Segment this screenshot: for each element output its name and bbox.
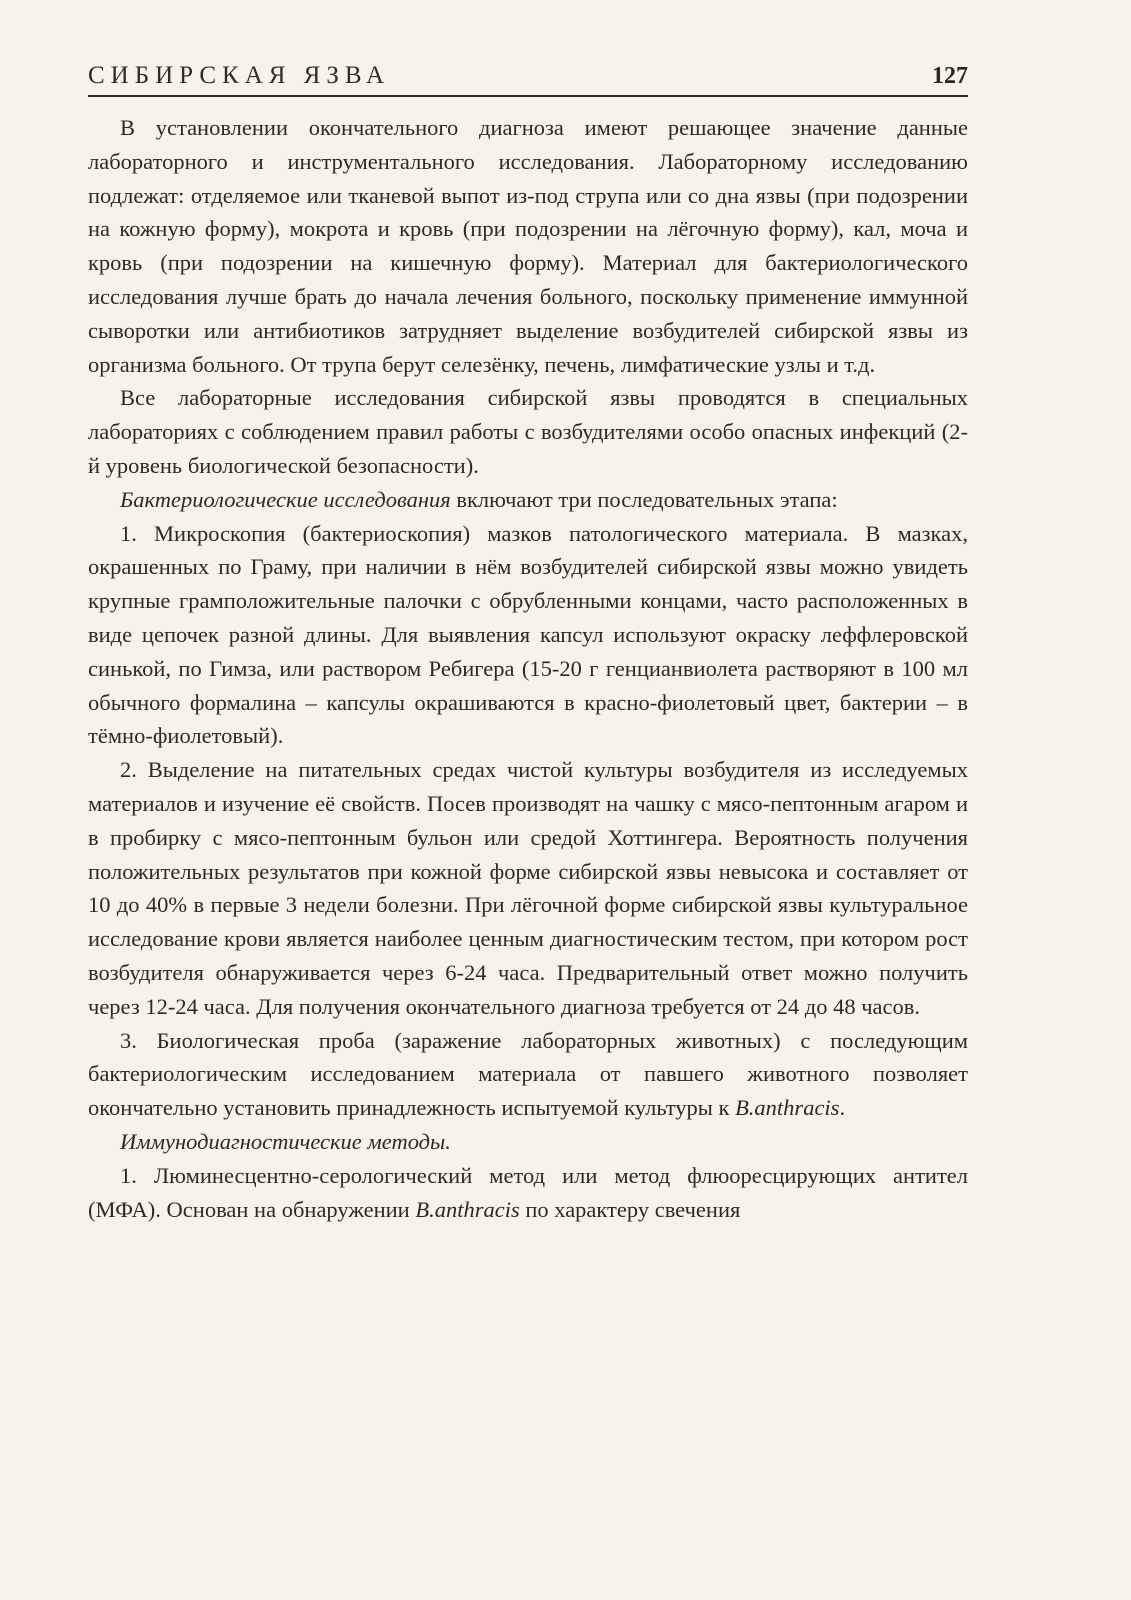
paragraph — [88, 1159, 968, 1227]
text-run: . — [839, 1095, 846, 1121]
body-text — [88, 111, 968, 1226]
italic-text: Иммунодиагностические методы. — [120, 1128, 451, 1154]
paragraph — [88, 753, 968, 1023]
running-title: СИБИРСКАЯ ЯЗВА — [88, 62, 391, 89]
text-run: по характеру свечения — [519, 1196, 741, 1222]
paragraph — [88, 111, 968, 381]
text-run: 1. Люминесцентно-серологический метод или метод флюоресцирующих антител (МФА). Основан на обнаружении — [88, 1162, 968, 1222]
running-head — [88, 62, 968, 97]
paragraph — [88, 517, 968, 754]
italic-text: Бактериологические исследования — [120, 486, 451, 512]
page-number: 127 — [932, 63, 968, 89]
paragraph — [88, 1125, 968, 1159]
book-page — [88, 62, 968, 1226]
italic-text: B.anthracis — [735, 1095, 840, 1121]
italic-text: B.anthracis — [415, 1196, 520, 1222]
paragraph — [88, 1024, 968, 1125]
text-run: 2. Выделение на питательных средах чистой культуры возбудителя из исследуемых материалов и изучение её свойств. Посев производят на чашку с мясо-пептонным агаром и в пробирку с мясо-пептонным бульон или средой Хоттингера. Вероятность получения положительных результатов при кожной форме сибирской язвы невысока и составляет от 10 до 40% в первые 3 недели болезни. При лёгочной форме сибирской язвы культуральное исследование крови является наиболее ценным диагностическим тестом, при котором рост возбудителя обнаруживается через 6-24 часа. Предварительный ответ можно получить через 12-24 часа. Для получения окончательного диагноза требуется от 24 до 48 часов. — [88, 757, 968, 1019]
text-run: 3. Биологическая проба (заражение лабораторных животных) с последующим бактериологическим исследованием материала от павшего животного позволяет окончательно установить принадлежность испытуемой культуры к — [88, 1027, 968, 1121]
paragraph — [88, 381, 968, 482]
paragraph — [88, 483, 968, 517]
text-run: включают три последовательных этапа: — [450, 486, 838, 512]
text-run: 1. Микроскопия (бактериоскопия) мазков патологического материала. В мазках, окрашенных по Граму, при наличии в нём возбудителей сибирской язвы можно увидеть крупные грамположительные палочки с обрубленными концами, часто расположенных в виде цепочек разной длины. Для выявления капсул используют окраску леффлеровской синькой, по Гимза, или раствором Ребигера (15-20 г генцианвиолета растворяют в 100 мл обычного формалина – капсулы окрашиваются в красно-фиолетовый цвет, бактерии – в тёмно-фиолетовый). — [88, 520, 968, 749]
text-run: В установлении окончательного диагноза имеют решающее значение данные лабораторного и инструментального исследования. Лабораторному исследованию подлежат: отделяемое или тканевой выпот из-под струпа или со дна язвы (при подозрении на кожную форму), мокрота и кровь (при подозрении на лёгочную форму), кал, моча и кровь (при подозрении на кишечную форму). Материал для бактериологического исследования лучше брать до начала лечения больного, поскольку применение иммунной сыворотки или антибиотиков затрудняет выделение возбудителей сибирской язвы из организма больного. От трупа берут селезёнку, печень, лимфатические узлы и т.д. — [88, 115, 968, 377]
text-run: Все лабораторные исследования сибирской язвы проводятся в специальных лабораториях с соблюдением правил работы с возбудителями особо опасных инфекций (2-й уровень биологической безопасности). — [88, 385, 968, 478]
